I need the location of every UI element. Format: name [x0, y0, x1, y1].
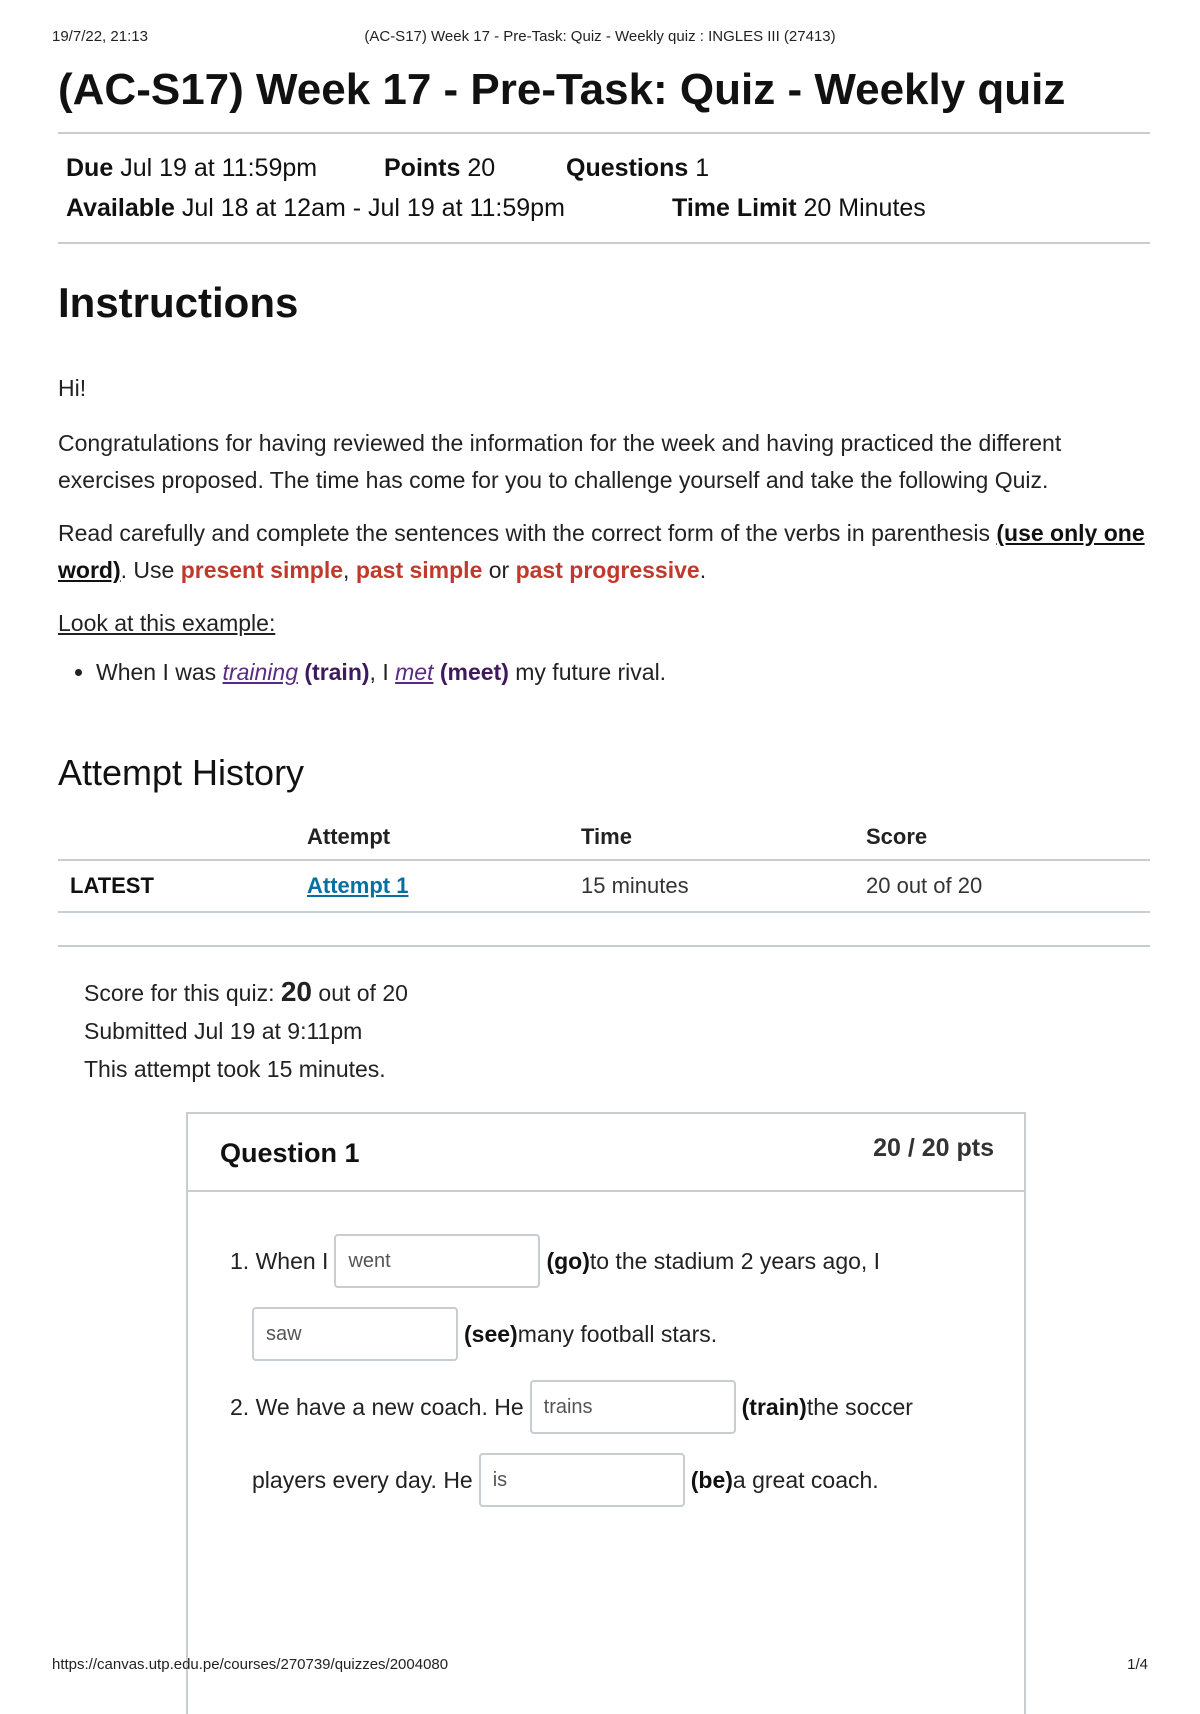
example-answer: met: [395, 659, 434, 685]
text: the soccer: [806, 1393, 913, 1420]
score-cell: 20 out of 20: [865, 860, 1150, 912]
attempt-history-heading: Attempt History: [58, 752, 305, 793]
text: When I was: [96, 659, 223, 685]
divider: [58, 242, 1150, 244]
time-limit-label: Time Limit: [672, 193, 797, 222]
print-title: (AC-S17) Week 17 - Pre-Task: Quiz - Weekly quiz : INGLES III (27413): [364, 28, 836, 45]
print-page-number: 1/4: [1127, 1656, 1148, 1673]
quiz-details: [58, 134, 1150, 242]
page-title: (AC-S17) Week 17 - Pre-Task: Quiz - Weekly quiz: [58, 65, 1066, 114]
example-list: [58, 654, 1150, 691]
text: my future rival.: [508, 659, 667, 685]
attempt-link[interactable]: Attempt 1: [307, 873, 409, 898]
submitted-line: Submitted Jul 19 at 9:11pm: [84, 1018, 363, 1044]
column-header: [58, 815, 306, 860]
table-header-row: [58, 815, 1150, 860]
text: .: [699, 557, 707, 583]
table-row: [58, 860, 1150, 912]
question-header: [188, 1114, 1024, 1192]
questions-value: 1: [695, 153, 710, 182]
available-value: Jul 18 at 12am - Jul 19 at 11:59pm: [181, 193, 565, 222]
tense-past-progressive: past progressive: [515, 557, 700, 583]
available-label: Available: [66, 193, 175, 222]
questions-label: Questions: [566, 153, 689, 182]
questions-detail: [566, 154, 709, 183]
text: to the stadium 2 years ago, I: [589, 1247, 881, 1274]
due-detail: [66, 154, 384, 183]
score-summary: [84, 973, 1150, 1088]
time-limit-detail: [672, 194, 926, 223]
latest-label: LATEST: [58, 860, 306, 912]
example-item: [96, 654, 1150, 691]
question-line: [188, 1451, 1024, 1509]
column-header: Score: [865, 815, 1150, 860]
verb-hint: (go): [546, 1247, 590, 1274]
instructions-greeting: Hi!: [58, 375, 87, 401]
verb-hint: (train): [741, 1393, 807, 1420]
example-answer: training: [222, 659, 298, 685]
text: 1. When I: [230, 1247, 329, 1274]
verb-hint: (meet): [433, 659, 509, 685]
question-name: Question 1: [220, 1138, 360, 1168]
text: a great coach.: [732, 1466, 879, 1493]
score-line: [84, 973, 1150, 1012]
verb-hint: (train): [297, 659, 370, 685]
text: many football stars.: [517, 1320, 718, 1347]
time-cell: 15 minutes: [580, 860, 865, 912]
instructions-read: [58, 515, 1150, 589]
duration-line: This attempt took 15 minutes.: [84, 1056, 386, 1082]
text: players every day. He: [252, 1466, 473, 1493]
answer-field[interactable]: trains: [530, 1380, 736, 1434]
instructions-heading: Instructions: [58, 279, 299, 326]
question-line: [188, 1305, 1024, 1363]
text: ,: [343, 557, 356, 583]
text: 2. We have a new coach. He: [230, 1393, 524, 1420]
text: , I: [369, 659, 396, 685]
divider: [58, 945, 1150, 947]
points-detail: [384, 154, 566, 183]
text: . Use: [120, 557, 181, 583]
attempt-cell: [306, 860, 580, 912]
question-card: [186, 1112, 1026, 1714]
due-value: Jul 19 at 11:59pm: [120, 153, 318, 182]
text: or: [482, 557, 516, 583]
points-label: Points: [384, 153, 461, 182]
quiz-content: [58, 60, 1150, 1088]
points-value: 20: [467, 153, 496, 182]
answer-field[interactable]: is: [479, 1453, 685, 1507]
tense-present-simple: present simple: [180, 557, 344, 583]
column-header: Attempt: [306, 815, 580, 860]
text: Read carefully and complete the sentences with the correct form of the verbs in parenthesis: [58, 520, 997, 546]
score-value: 20: [280, 976, 313, 1007]
time-limit-value: 20 Minutes: [803, 193, 926, 222]
print-date: 19/7/22, 21:13: [52, 28, 148, 45]
tense-past-simple: past simple: [355, 557, 483, 583]
question-line: [188, 1378, 1024, 1436]
question-body: [188, 1192, 1024, 1509]
answer-field[interactable]: went: [334, 1234, 540, 1288]
print-url: https://canvas.utp.edu.pe/courses/270739/quizzes/2004080: [52, 1656, 449, 1673]
answer-field[interactable]: saw: [252, 1307, 458, 1361]
question-points: 20 / 20 pts: [873, 1134, 994, 1162]
instructions-congrats: Congratulations for having reviewed the information for the week and having practiced the different exercises proposed. The time has come for you to challenge yourself and take the following Quiz.: [58, 430, 1062, 493]
question-line: [188, 1232, 1024, 1290]
emphasis: (use only one word): [58, 520, 1145, 583]
verb-hint: (see): [464, 1320, 518, 1347]
text: Score for this quiz:: [84, 980, 281, 1006]
attempt-history-table: [58, 815, 1150, 913]
example-heading: Look at this example:: [58, 610, 276, 636]
verb-hint: (be): [690, 1466, 733, 1493]
due-label: Due: [66, 153, 114, 182]
available-detail: [66, 194, 672, 223]
column-header: Time: [580, 815, 865, 860]
text: out of 20: [312, 980, 408, 1006]
